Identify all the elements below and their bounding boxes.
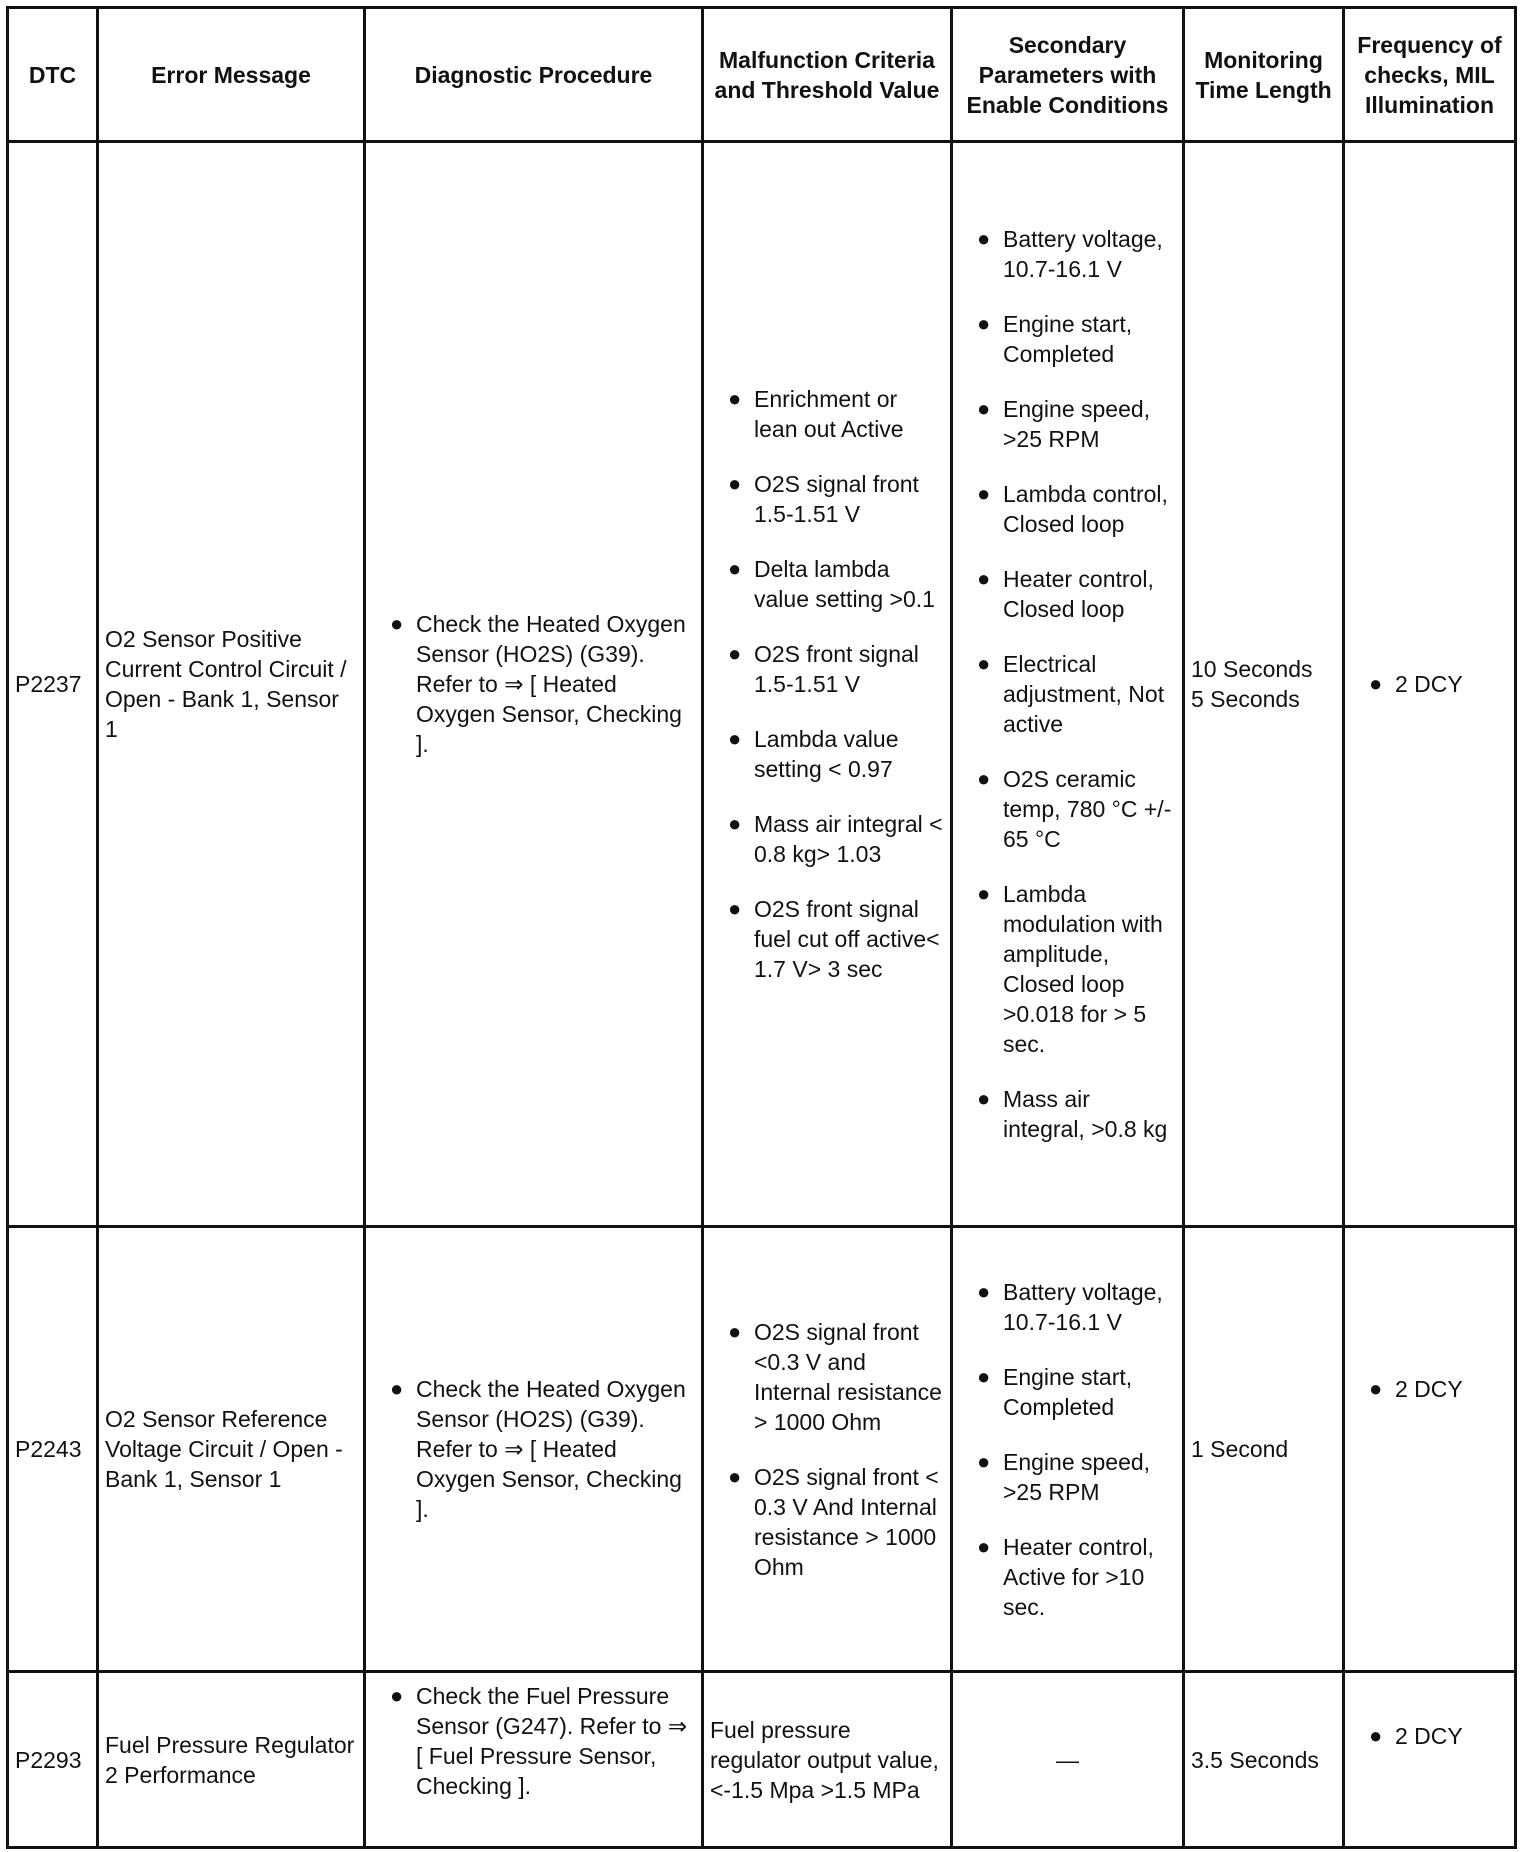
bullet-icon: ●	[1369, 1723, 1383, 1748]
secondary-text: Battery voltage, 10.7-16.1 V	[1003, 1278, 1163, 1335]
secondary-text: Mass air integral, >0.8 kg	[1003, 1086, 1168, 1142]
secondary-text: Lambda modulation with amplitude, Closed loop >0.018 for > 5 sec.	[1003, 881, 1163, 1057]
bullet-icon: ●	[977, 1363, 991, 1389]
bullet-icon: ●	[728, 726, 742, 751]
list-item	[710, 894, 944, 984]
list-item	[1351, 1374, 1508, 1404]
bullet-icon: ●	[728, 641, 742, 666]
procedure-text: Check the Heated Oxygen Sensor (HO2S) (G39). Refer to ⇒ [ Heated Oxygen Sensor, Checking ].	[416, 1376, 686, 1522]
malfunction-criteria-cell	[703, 1227, 952, 1672]
header-dtc: DTC	[8, 8, 98, 142]
list-item	[959, 1532, 1176, 1622]
dtc-table	[6, 6, 1517, 1849]
bullet-icon: ●	[1369, 671, 1383, 696]
frequency-cell	[1344, 1672, 1516, 1848]
header-malfunction-criteria: Malfunction Criteria and Threshold Value	[703, 8, 952, 142]
secondary-text: O2S ceramic temp, 780 °C +/- 65 °C	[1003, 766, 1172, 852]
table-row	[8, 142, 1516, 1227]
list-item	[959, 224, 1176, 284]
frequency-cell	[1344, 142, 1516, 1227]
list-item	[710, 1462, 944, 1582]
table-row	[8, 1672, 1516, 1848]
list-item	[372, 609, 695, 759]
diagnostic-procedure-cell	[365, 1227, 703, 1672]
bullet-icon: ●	[390, 611, 404, 636]
error-message: O2 Sensor Positive Current Control Circuit / Open - Bank 1, Sensor 1	[98, 142, 365, 1227]
bullet-icon: ●	[728, 1318, 742, 1344]
frequency-text: 2 DCY	[1395, 1723, 1463, 1749]
secondary-text: Heater control, Closed loop	[1003, 566, 1154, 622]
criteria-text: Lambda value setting < 0.97	[754, 726, 899, 782]
dtc-code: P2237	[8, 142, 98, 1227]
secondary-text: Battery voltage, 10.7-16.1 V	[1003, 226, 1163, 282]
bullet-icon: ●	[977, 481, 991, 506]
error-message: Fuel Pressure Regulator 2 Performance	[98, 1672, 365, 1848]
list-item	[710, 554, 944, 614]
secondary-text: Electrical adjustment, Not active	[1003, 651, 1165, 737]
header-frequency: Frequency of checks, MIL Illumination	[1344, 8, 1516, 142]
secondary-parameters-cell	[952, 1227, 1184, 1672]
list-item	[959, 1362, 1176, 1422]
secondary-text: Lambda control, Closed loop	[1003, 481, 1168, 537]
secondary-parameters-cell	[952, 142, 1184, 1227]
list-item	[1351, 669, 1508, 699]
bullet-icon: ●	[977, 226, 991, 251]
bullet-icon: ●	[977, 396, 991, 421]
header-error-message: Error Message	[98, 8, 365, 142]
frequency-text: 2 DCY	[1395, 671, 1463, 697]
frequency-text: 2 DCY	[1395, 1376, 1463, 1402]
bullet-icon: ●	[977, 566, 991, 591]
list-item	[959, 879, 1176, 1059]
monitoring-time: 3.5 Seconds	[1184, 1672, 1344, 1848]
bullet-icon: ●	[977, 1533, 991, 1559]
secondary-text: Engine start, Completed	[1003, 311, 1133, 367]
criteria-text: O2S signal front <0.3 V and Internal resistance > 1000 Ohm	[754, 1318, 942, 1435]
secondary-text: Engine speed, >25 RPM	[1003, 1448, 1151, 1505]
secondary-text: Engine start, Completed	[1003, 1363, 1133, 1420]
bullet-icon: ●	[977, 1086, 991, 1111]
monitoring-time-cell	[1184, 1227, 1344, 1672]
secondary-text: Heater control, Active for >10 sec.	[1003, 1533, 1154, 1620]
list-item	[959, 309, 1176, 369]
header-row	[8, 8, 1516, 142]
list-item	[959, 394, 1176, 454]
criteria-text: Enrichment or lean out Active	[754, 386, 904, 442]
bullet-icon: ●	[728, 471, 742, 496]
list-item	[959, 764, 1176, 854]
list-item	[959, 1277, 1176, 1337]
list-item	[710, 1317, 944, 1437]
frequency-cell	[1344, 1227, 1516, 1672]
malfunction-criteria-text: Fuel pressure regulator output value, <-1.5 Mpa >1.5 MPa	[703, 1672, 952, 1848]
criteria-text: O2S signal front 1.5-1.51 V	[754, 471, 919, 527]
bullet-icon: ●	[390, 1683, 404, 1708]
criteria-text: O2S front signal fuel cut off active< 1.7 V> 3 sec	[754, 896, 940, 982]
bullet-icon: ●	[977, 881, 991, 906]
list-item	[372, 1681, 695, 1801]
criteria-text: Mass air integral < 0.8 kg> 1.03	[754, 811, 943, 867]
list-item	[1351, 1721, 1508, 1751]
malfunction-criteria-cell	[703, 142, 952, 1227]
header-monitoring-time: Monitoring Time Length	[1184, 8, 1344, 142]
bullet-icon: ●	[977, 311, 991, 336]
monitoring-time: 5 Seconds	[1191, 686, 1300, 712]
diagnostic-procedure-cell	[365, 1672, 703, 1848]
bullet-icon: ●	[728, 1463, 742, 1489]
monitoring-time-cell	[1184, 142, 1344, 1227]
monitoring-time: 1 Second	[1191, 1436, 1289, 1462]
bullet-icon: ●	[390, 1376, 404, 1401]
list-item	[710, 809, 944, 869]
list-item	[959, 1084, 1176, 1144]
criteria-text: O2S front signal 1.5-1.51 V	[754, 641, 919, 697]
diagnostic-procedure-cell	[365, 142, 703, 1227]
list-item	[959, 1447, 1176, 1507]
list-item	[710, 639, 944, 699]
header-diagnostic-procedure: Diagnostic Procedure	[365, 8, 703, 142]
secondary-parameters-text: —	[952, 1672, 1184, 1848]
list-item	[710, 724, 944, 784]
list-item	[959, 564, 1176, 624]
list-item	[959, 479, 1176, 539]
criteria-text: O2S signal front < 0.3 V And Internal resistance > 1000 Ohm	[754, 1463, 939, 1580]
bullet-icon: ●	[977, 1448, 991, 1474]
bullet-icon: ●	[728, 556, 742, 581]
list-item	[710, 469, 944, 529]
list-item	[710, 384, 944, 444]
monitoring-time: 10 Seconds	[1191, 656, 1313, 682]
error-message: O2 Sensor Reference Voltage Circuit / Open - Bank 1, Sensor 1	[98, 1227, 365, 1672]
bullet-icon: ●	[977, 651, 991, 676]
bullet-icon: ●	[728, 811, 742, 836]
criteria-text: Delta lambda value setting >0.1	[754, 556, 935, 612]
procedure-text: Check the Heated Oxygen Sensor (HO2S) (G39). Refer to ⇒ [ Heated Oxygen Sensor, Checking ].	[416, 611, 686, 757]
dtc-code: P2293	[8, 1672, 98, 1848]
bullet-icon: ●	[1369, 1376, 1383, 1401]
list-item	[959, 649, 1176, 739]
header-secondary-parameters: Secondary Parameters with Enable Conditions	[952, 8, 1184, 142]
bullet-icon: ●	[977, 1278, 991, 1304]
bullet-icon: ●	[728, 896, 742, 921]
bullet-icon: ●	[977, 766, 991, 791]
list-item	[372, 1374, 695, 1524]
dtc-code: P2243	[8, 1227, 98, 1672]
table-row	[8, 1227, 1516, 1672]
procedure-text: Check the Fuel Pressure Sensor (G247). Refer to ⇒ [ Fuel Pressure Sensor, Checking ].	[416, 1683, 688, 1799]
bullet-icon: ●	[728, 386, 742, 411]
secondary-text: Engine speed, >25 RPM	[1003, 396, 1151, 452]
